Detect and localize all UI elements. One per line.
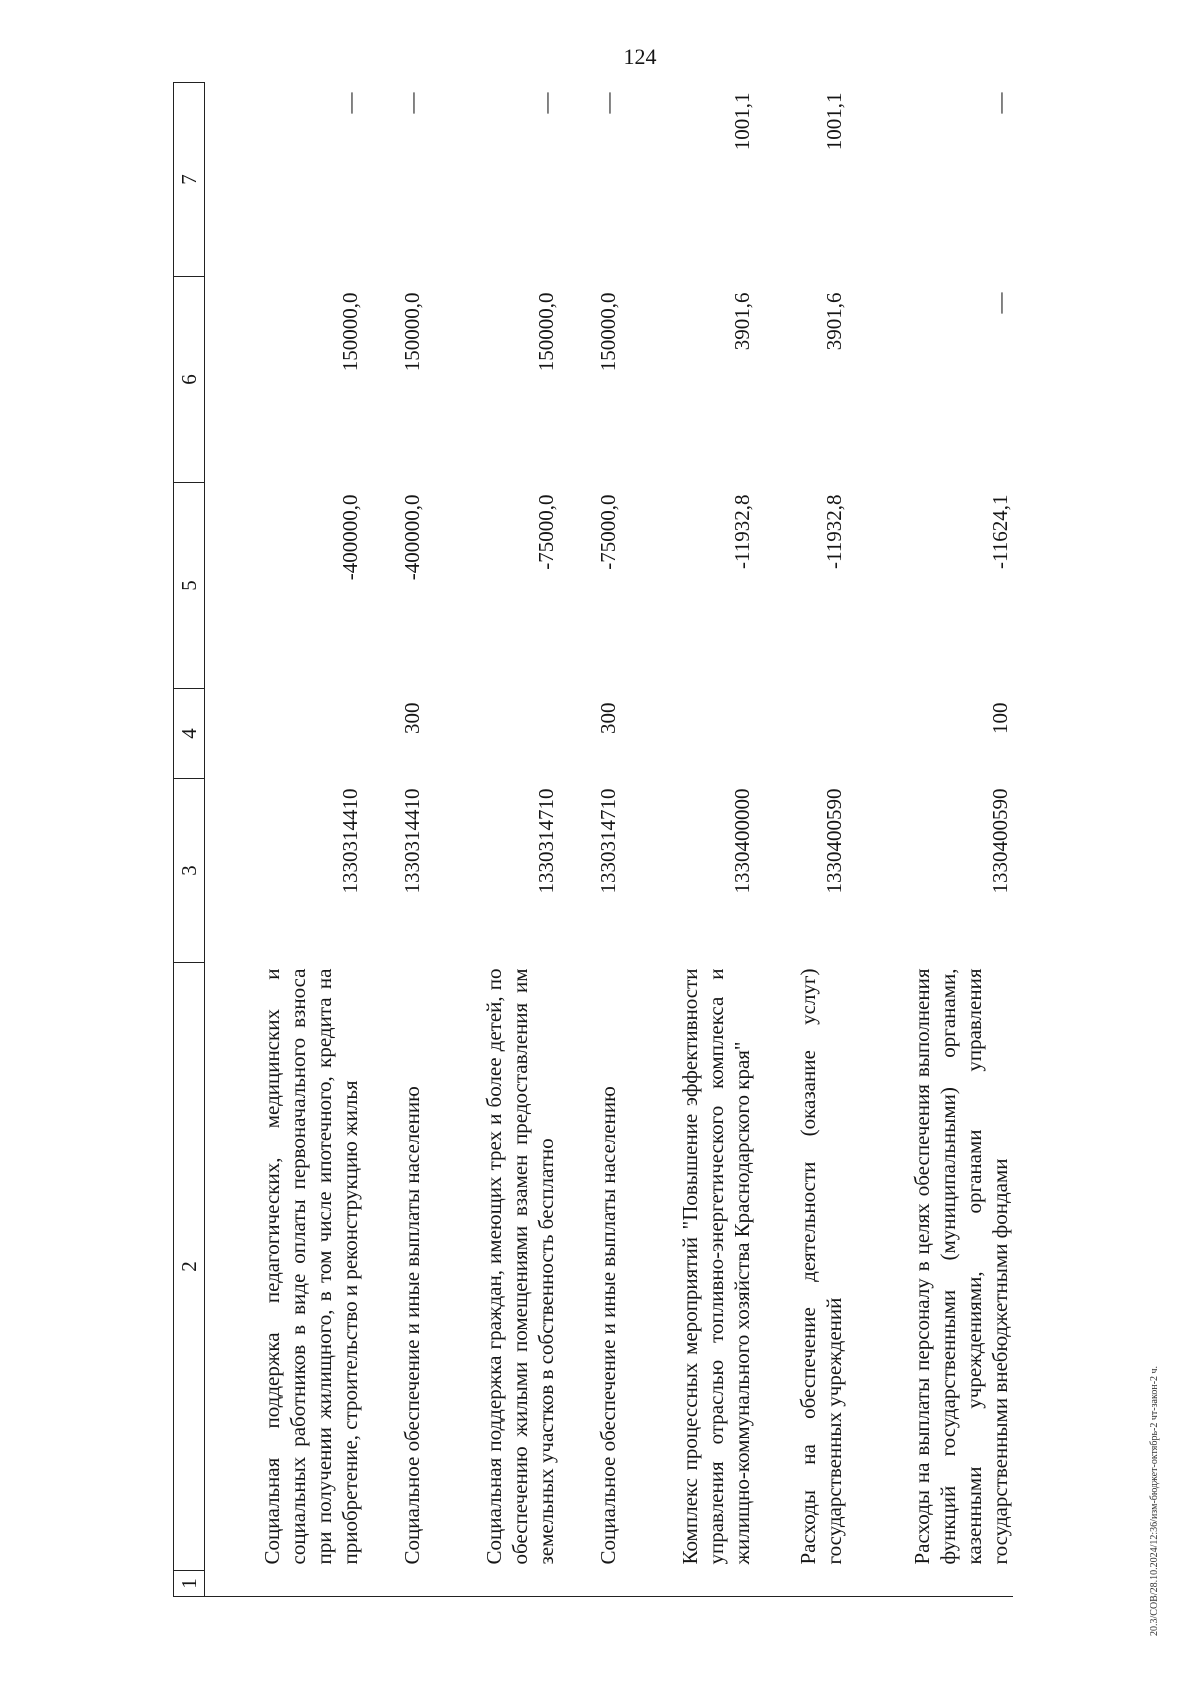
row-vr: [425, 689, 559, 779]
row-num-cell: [847, 1571, 1013, 1597]
row-col7: —: [400, 92, 424, 114]
row-col6: 150000,0: [534, 292, 558, 372]
row-code: 1330314710: [596, 788, 620, 894]
row-num-cell: [205, 1571, 364, 1597]
row-col5: -11932,8: [822, 494, 846, 569]
header-col-4: 4: [174, 689, 205, 779]
page-number: 124: [623, 44, 657, 69]
table-row: [621, 83, 755, 1597]
row-col5: -11932,8: [730, 494, 754, 569]
row-col5: -75000,0: [596, 494, 620, 570]
row-col7: —: [338, 92, 362, 114]
row-col5: -75000,0: [534, 494, 558, 570]
row-col6: 150000,0: [596, 292, 620, 372]
row-col6: 150000,0: [338, 292, 362, 372]
row-vr: [621, 689, 755, 779]
row-name: Расходы на обеспечение деятельности (оказание услуг) государственных учреждений: [796, 968, 846, 1565]
row-name: Социальная поддержка граждан, имеющих трех и более детей, по обеспечению жилыми помещениями взамен предоставления им земельных участков в собственность бесплатно: [482, 968, 558, 1565]
table-row: [363, 83, 425, 1597]
row-col7: —: [988, 92, 1012, 114]
header-col-3: 3: [174, 779, 205, 963]
row-code: 1330314410: [338, 788, 362, 894]
row-col6: —: [988, 292, 1012, 314]
table-row: [425, 83, 559, 1597]
row-vr: 300: [596, 702, 620, 734]
table-row: [559, 83, 621, 1597]
row-code: 1330314710: [534, 788, 558, 894]
row-num-cell: [425, 1571, 559, 1597]
row-num-cell: [559, 1571, 621, 1597]
row-num-cell: [755, 1571, 847, 1597]
row-code: 1330314410: [400, 788, 424, 894]
document-footer-code: 20.3/СОВ/28.10.2024/12:36/изм-бюджет-октябрь-2 чт-закон-2 ч.: [1149, 1365, 1160, 1636]
header-col-6: 6: [174, 277, 205, 483]
row-col5: -400000,0: [400, 494, 424, 581]
row-code: 1330400590: [988, 788, 1012, 894]
row-vr: 100: [988, 702, 1012, 734]
budget-table: [173, 82, 1013, 1597]
header-col-7: 7: [174, 83, 205, 277]
row-num-cell: [363, 1571, 425, 1597]
row-name: Социальное обеспечение и иные выплаты населению: [400, 1086, 424, 1565]
row-col6: 150000,0: [400, 292, 424, 372]
header-row: [174, 83, 205, 1597]
row-col5: -11624,1: [988, 494, 1012, 569]
row-col6: 3901,6: [822, 292, 846, 351]
row-code: 1330400590: [822, 788, 846, 894]
row-code: 1330400000: [730, 788, 754, 894]
row-col7: —: [596, 92, 620, 114]
row-col7: —: [534, 92, 558, 114]
table-row: [755, 83, 847, 1597]
table-body: [174, 83, 1014, 1597]
header-col-2: 2: [174, 963, 205, 1571]
table-row: [205, 83, 364, 1597]
row-col5: -400000,0: [338, 494, 362, 581]
row-vr: [205, 689, 364, 779]
row-col7: 1001,1: [730, 92, 754, 151]
table-row: [847, 83, 1013, 1597]
header-col-1: 1: [174, 1571, 205, 1597]
row-name: Социальная поддержка педагогических, медицинских и социальных работников в виде оплаты первоначального взноса при получении жилищного, в том числе ипотечного, кредита на приобретение, строительство и реконструкцию жилья: [260, 968, 362, 1565]
row-num-cell: [621, 1571, 755, 1597]
row-name: Расходы на выплаты персоналу в целях обеспечения выполнения функций государственными (муниципальными) органами, казенными учреждениями, органами управления государственными внебюджетными фондами: [910, 968, 1012, 1565]
row-vr: [755, 689, 847, 779]
row-name: Социальное обеспечение и иные выплаты населению: [596, 1086, 620, 1565]
header-col-5: 5: [174, 483, 205, 689]
row-col6: 3901,6: [730, 292, 754, 351]
row-name: Комплекс процессных мероприятий "Повышение эффективности управления отраслью топливно-энергетического комплекса и жилищно-коммунального хозяйства Краснодарского края": [678, 968, 754, 1565]
row-vr: 300: [400, 702, 424, 734]
row-col7: 1001,1: [822, 92, 846, 151]
rotated-table-container: [173, 83, 1063, 1597]
